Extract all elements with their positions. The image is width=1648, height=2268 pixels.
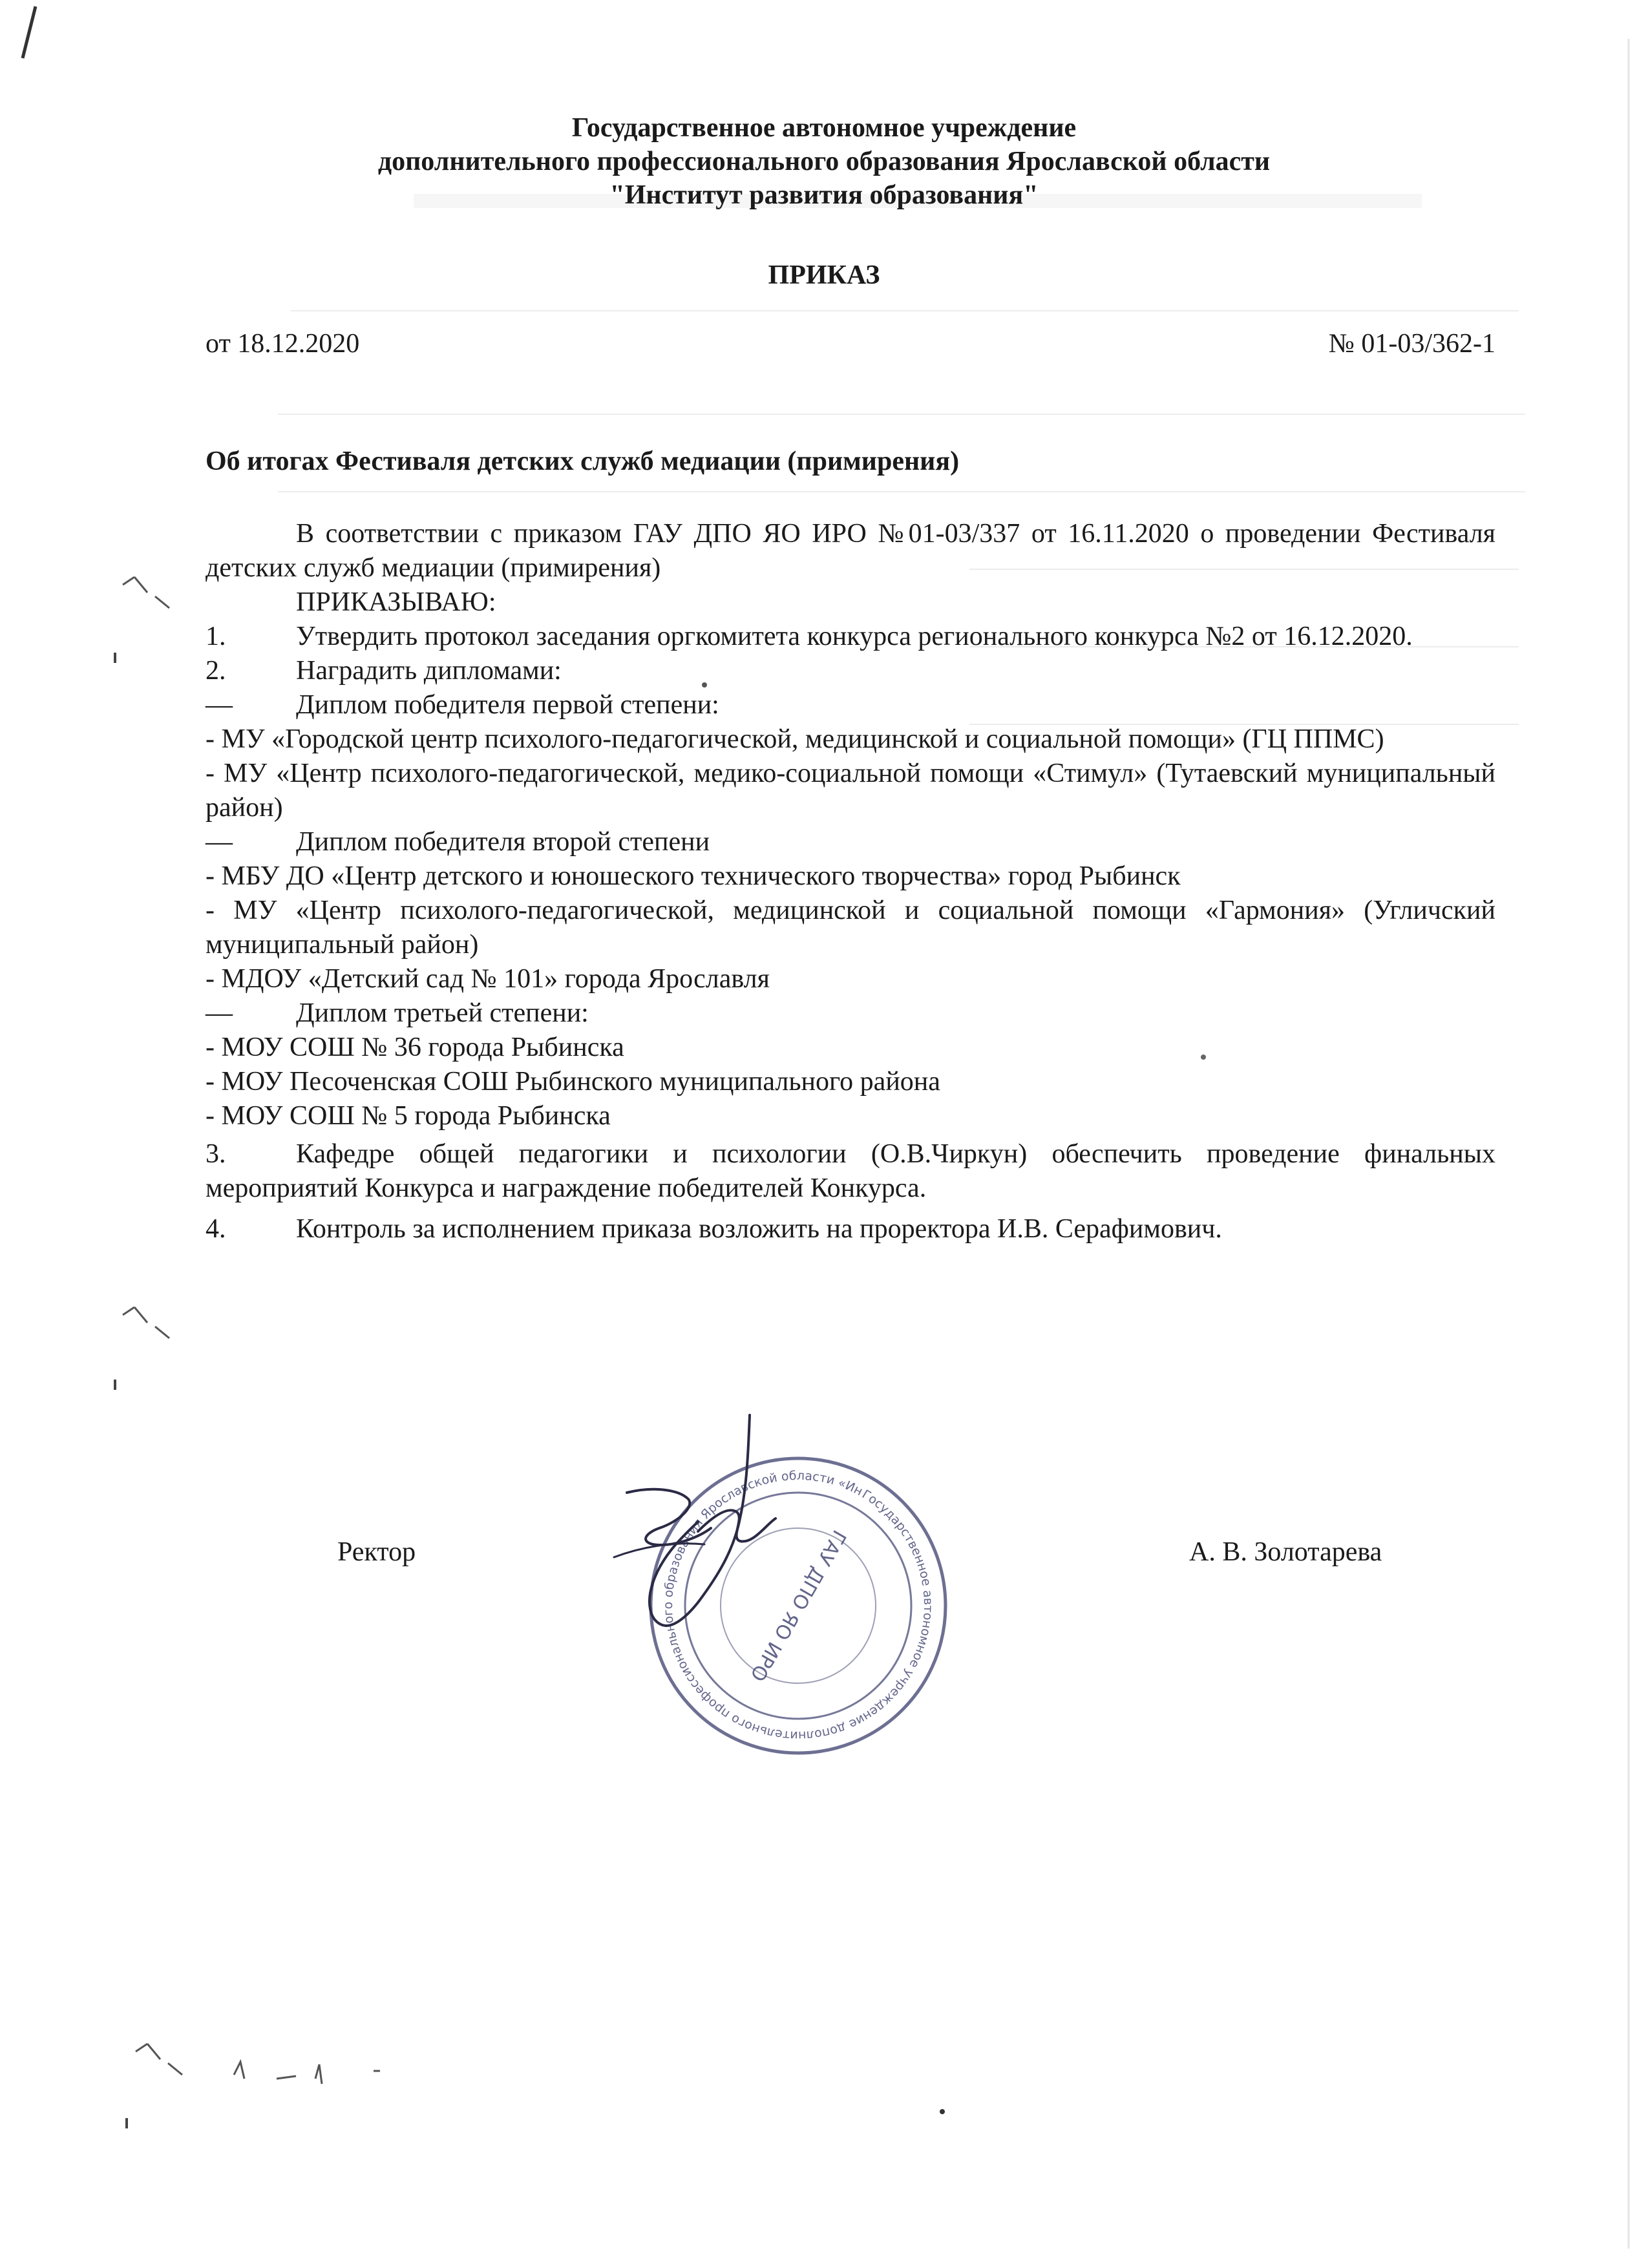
item-4-text: Контроль за исполнением приказа возложить на проректора И.В. Серафимович. (296, 1214, 1222, 1244)
signatory-name: А. В. Золотарева (1189, 1537, 1382, 1567)
list-item: - МУ «Центр психолого-педагогической, медико-социальной помощи «Стимул» (Тутаевский муниципальный район) (206, 759, 1495, 823)
item-1-text: Утвердить протокол заседания оргкомитета конкурса регионального конкурса №2 от 16.12.2020. (296, 622, 1413, 651)
document-title: ПРИКАЗ (768, 260, 880, 290)
header-line-1: Государственное автономное учреждение (571, 113, 1077, 143)
dash-mark: — (206, 998, 233, 1028)
order-number: № 01-03/362-1 (1328, 329, 1495, 359)
order-subject: Об итогах Фестиваля детских служб медиации (примирения) (206, 446, 960, 476)
third-degree-label: Диплом третьей степени: (296, 998, 589, 1028)
handwritten-signature (601, 1409, 808, 1641)
first-degree-label: Диплом победителя первой степени: (296, 690, 719, 720)
item-1-number: 1. (206, 622, 226, 651)
list-item: - МУ «Центр психолого-педагогической, медицинской и социальной помощи «Гармония» (Угличский муниципальный район) (206, 896, 1495, 960)
stamp-ring-text: Государственное автономное учреждение дополнительного профессионального образования Ярославской области «Институт (660, 1468, 936, 1743)
stamp-center-text: ГАУ ДПО ЯО ИРО (745, 1526, 850, 1685)
third-degree-heading (206, 996, 1495, 1031)
item-4-number: 4. (206, 1214, 226, 1244)
item-3-number: 3. (206, 1139, 226, 1169)
first-degree-heading (206, 688, 1495, 722)
list-item: - МБУ ДО «Центр детского и юношеского технического творчества» город Рыбинск (206, 861, 1181, 891)
second-degree-heading (206, 825, 1495, 859)
item-4 (206, 1212, 1495, 1246)
item-2-text: Наградить дипломами: (296, 656, 562, 686)
list-item: - МОУ СОШ № 36 города Рыбинска (206, 1033, 624, 1062)
header-line-3: "Институт развития образования" (609, 180, 1039, 210)
list-item: - МОУ СОШ № 5 города Рыбинска (206, 1101, 611, 1131)
signatory-role: Ректор (337, 1537, 416, 1567)
dash-mark: — (206, 827, 233, 857)
list-item: - МОУ Песоченская СОШ Рыбинского муниципального района (206, 1067, 940, 1097)
list-item: - МУ «Городской центр психолого-педагогической, медицинской и социальной помощи» (ГЦ ППМС) (206, 724, 1384, 754)
item-2 (206, 654, 1495, 688)
item-3-text: Кафедре общей педагогики и психологии (О.В.Чиркун) обеспечить проведение финальных мероприятий Конкурса и награждение победителей Конкурса. (206, 1139, 1495, 1203)
dash-mark: — (206, 690, 233, 720)
order-word: ПРИКАЗЫВАЮ: (296, 587, 496, 617)
order-date: от 18.12.2020 (206, 329, 360, 359)
item-2-number: 2. (206, 656, 226, 686)
item-1 (206, 620, 1495, 654)
preamble: В соответствии с приказом ГАУ ДПО ЯО ИРО №01-03/337 от 16.11.2020 о проведении Фестиваля детских служб медиации (примирения) (206, 519, 1495, 583)
item-3 (206, 1137, 1495, 1206)
second-degree-label: Диплом победителя второй степени (296, 827, 710, 857)
order-body (206, 517, 1495, 1246)
institution-header (0, 111, 1648, 212)
header-line-2: дополнительного профессионального образования Ярославской области (377, 147, 1271, 176)
list-item: - МДОУ «Детский сад № 101» города Ярославля (206, 964, 770, 994)
